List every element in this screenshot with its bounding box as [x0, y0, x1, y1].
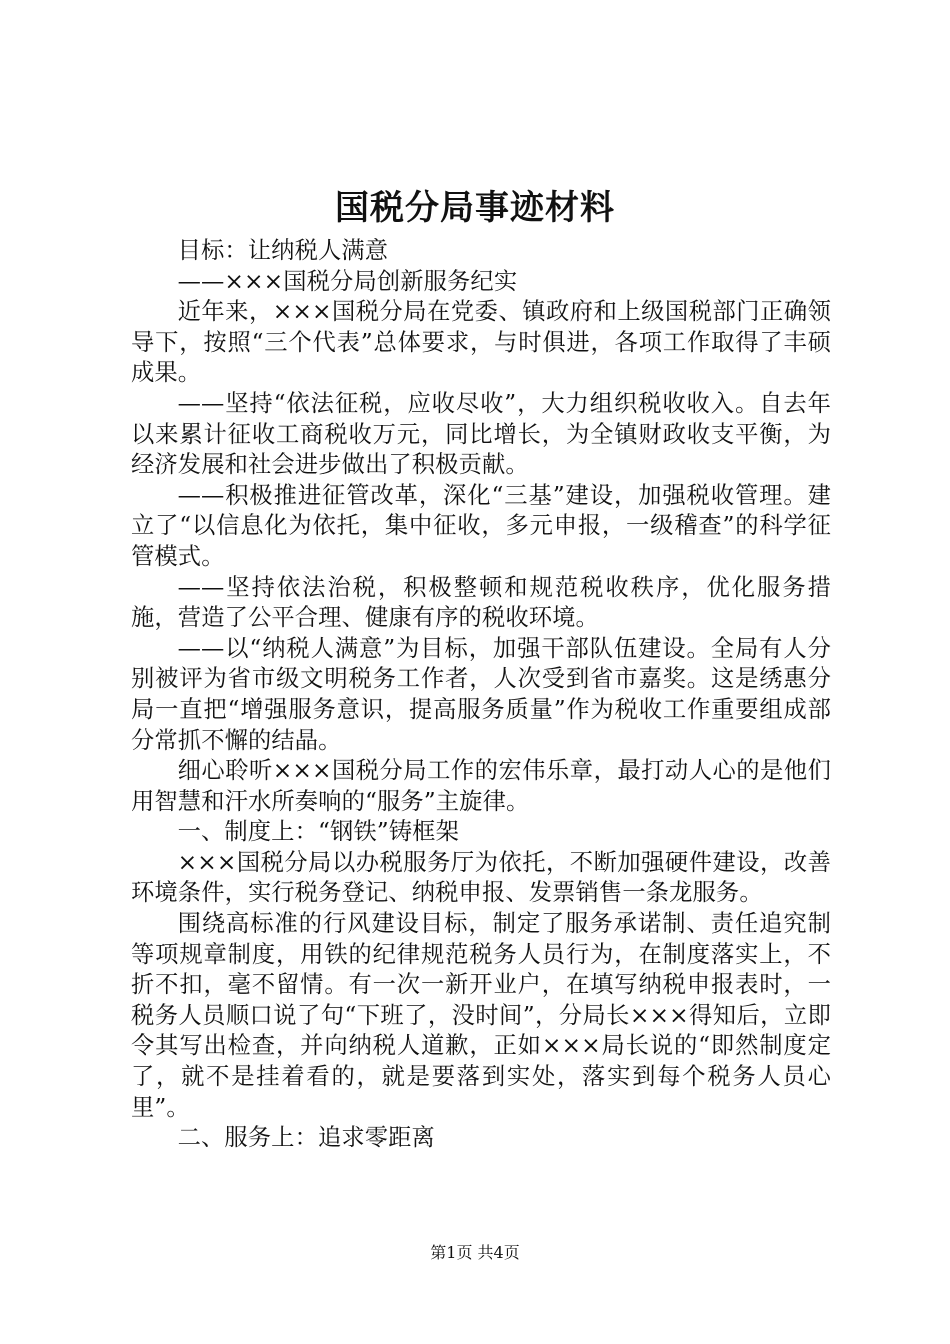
- section-heading-service: 二、服务上：追求零距离: [177, 1124, 435, 1152]
- paragraph-intro: 近年来，×××国税分局在党委、镇政府和上级国税部门正确领导下，按照“三个代表”总体要求，与时俱进，各项工作取得了丰硕成果。: [131, 298, 831, 387]
- paragraph-discipline: 围绕高标准的行风建设目标，制定了服务承诺制、责任追究制等项规章制度，用铁的纪律规范税务人员行为，在制度落实上，不折不扣，毫不留情。有一次一新开业户，在填写纳税申报表时，一税务人员顺口说了句“下班了，没时间”，分局长×××得知后，立即令其写出检查，并向纳税人道歉，正如×××局长说的“即然制度定了，就不是挂着看的，就是要落到实处，落实到每个税务人员心里”。: [131, 910, 831, 1121]
- paragraph-point-reform: ——积极推进征管改革，深化“三基”建设，加强税收管理。建立了“以信息化为依托，集中征收，多元申报，一级稽查”的科学征管模式。: [131, 481, 831, 570]
- paragraph-point-rule-of-law: ——坚持依法治税，积极整顿和规范税收秩序，优化服务措施，营造了公平合理、健康有序的税收环境。: [131, 573, 831, 632]
- paragraph-service-hall: ×××国税分局以办税服务厅为依托，不断加强硬件建设，改善环境条件，实行税务登记、纳税申报、发票销售一条龙服务。: [131, 848, 831, 907]
- paragraph-service-theme: 细心聆听×××国税分局工作的宏伟乐章，最打动人心的是他们用智慧和汗水所奏响的“服务”主旋律。: [131, 757, 831, 815]
- section-heading-system: 一、制度上：“钢铁”铸框架: [177, 818, 459, 846]
- paragraph-point-tax-collection: ——坚持“依法征税，应收尽收”，大力组织税收收入。自去年以来累计征收工商税收万元，同比增长，为全镇财政收支平衡，为经济发展和社会进步做出了积极贡献。: [131, 389, 831, 479]
- page-footer: 第1页 共4页: [430, 1243, 520, 1262]
- paragraph-subtitle: ——×××国税分局创新服务纪实: [177, 267, 518, 295]
- document-body: [131, 236, 831, 1154]
- paragraph-point-team: ——以“纳税人满意”为目标，加强干部队伍建设。全局有人分别被评为省市级文明税务工作者，人次受到省市嘉奖。这是绣惠分局一直把“增强服务意识，提高服务质量”作为税收工作重要组成部分常抓不懈的结晶。: [131, 634, 831, 754]
- document-title: 国税分局事迹材料: [335, 188, 615, 228]
- paragraph-goal: 目标：让纳税人满意: [177, 237, 389, 264]
